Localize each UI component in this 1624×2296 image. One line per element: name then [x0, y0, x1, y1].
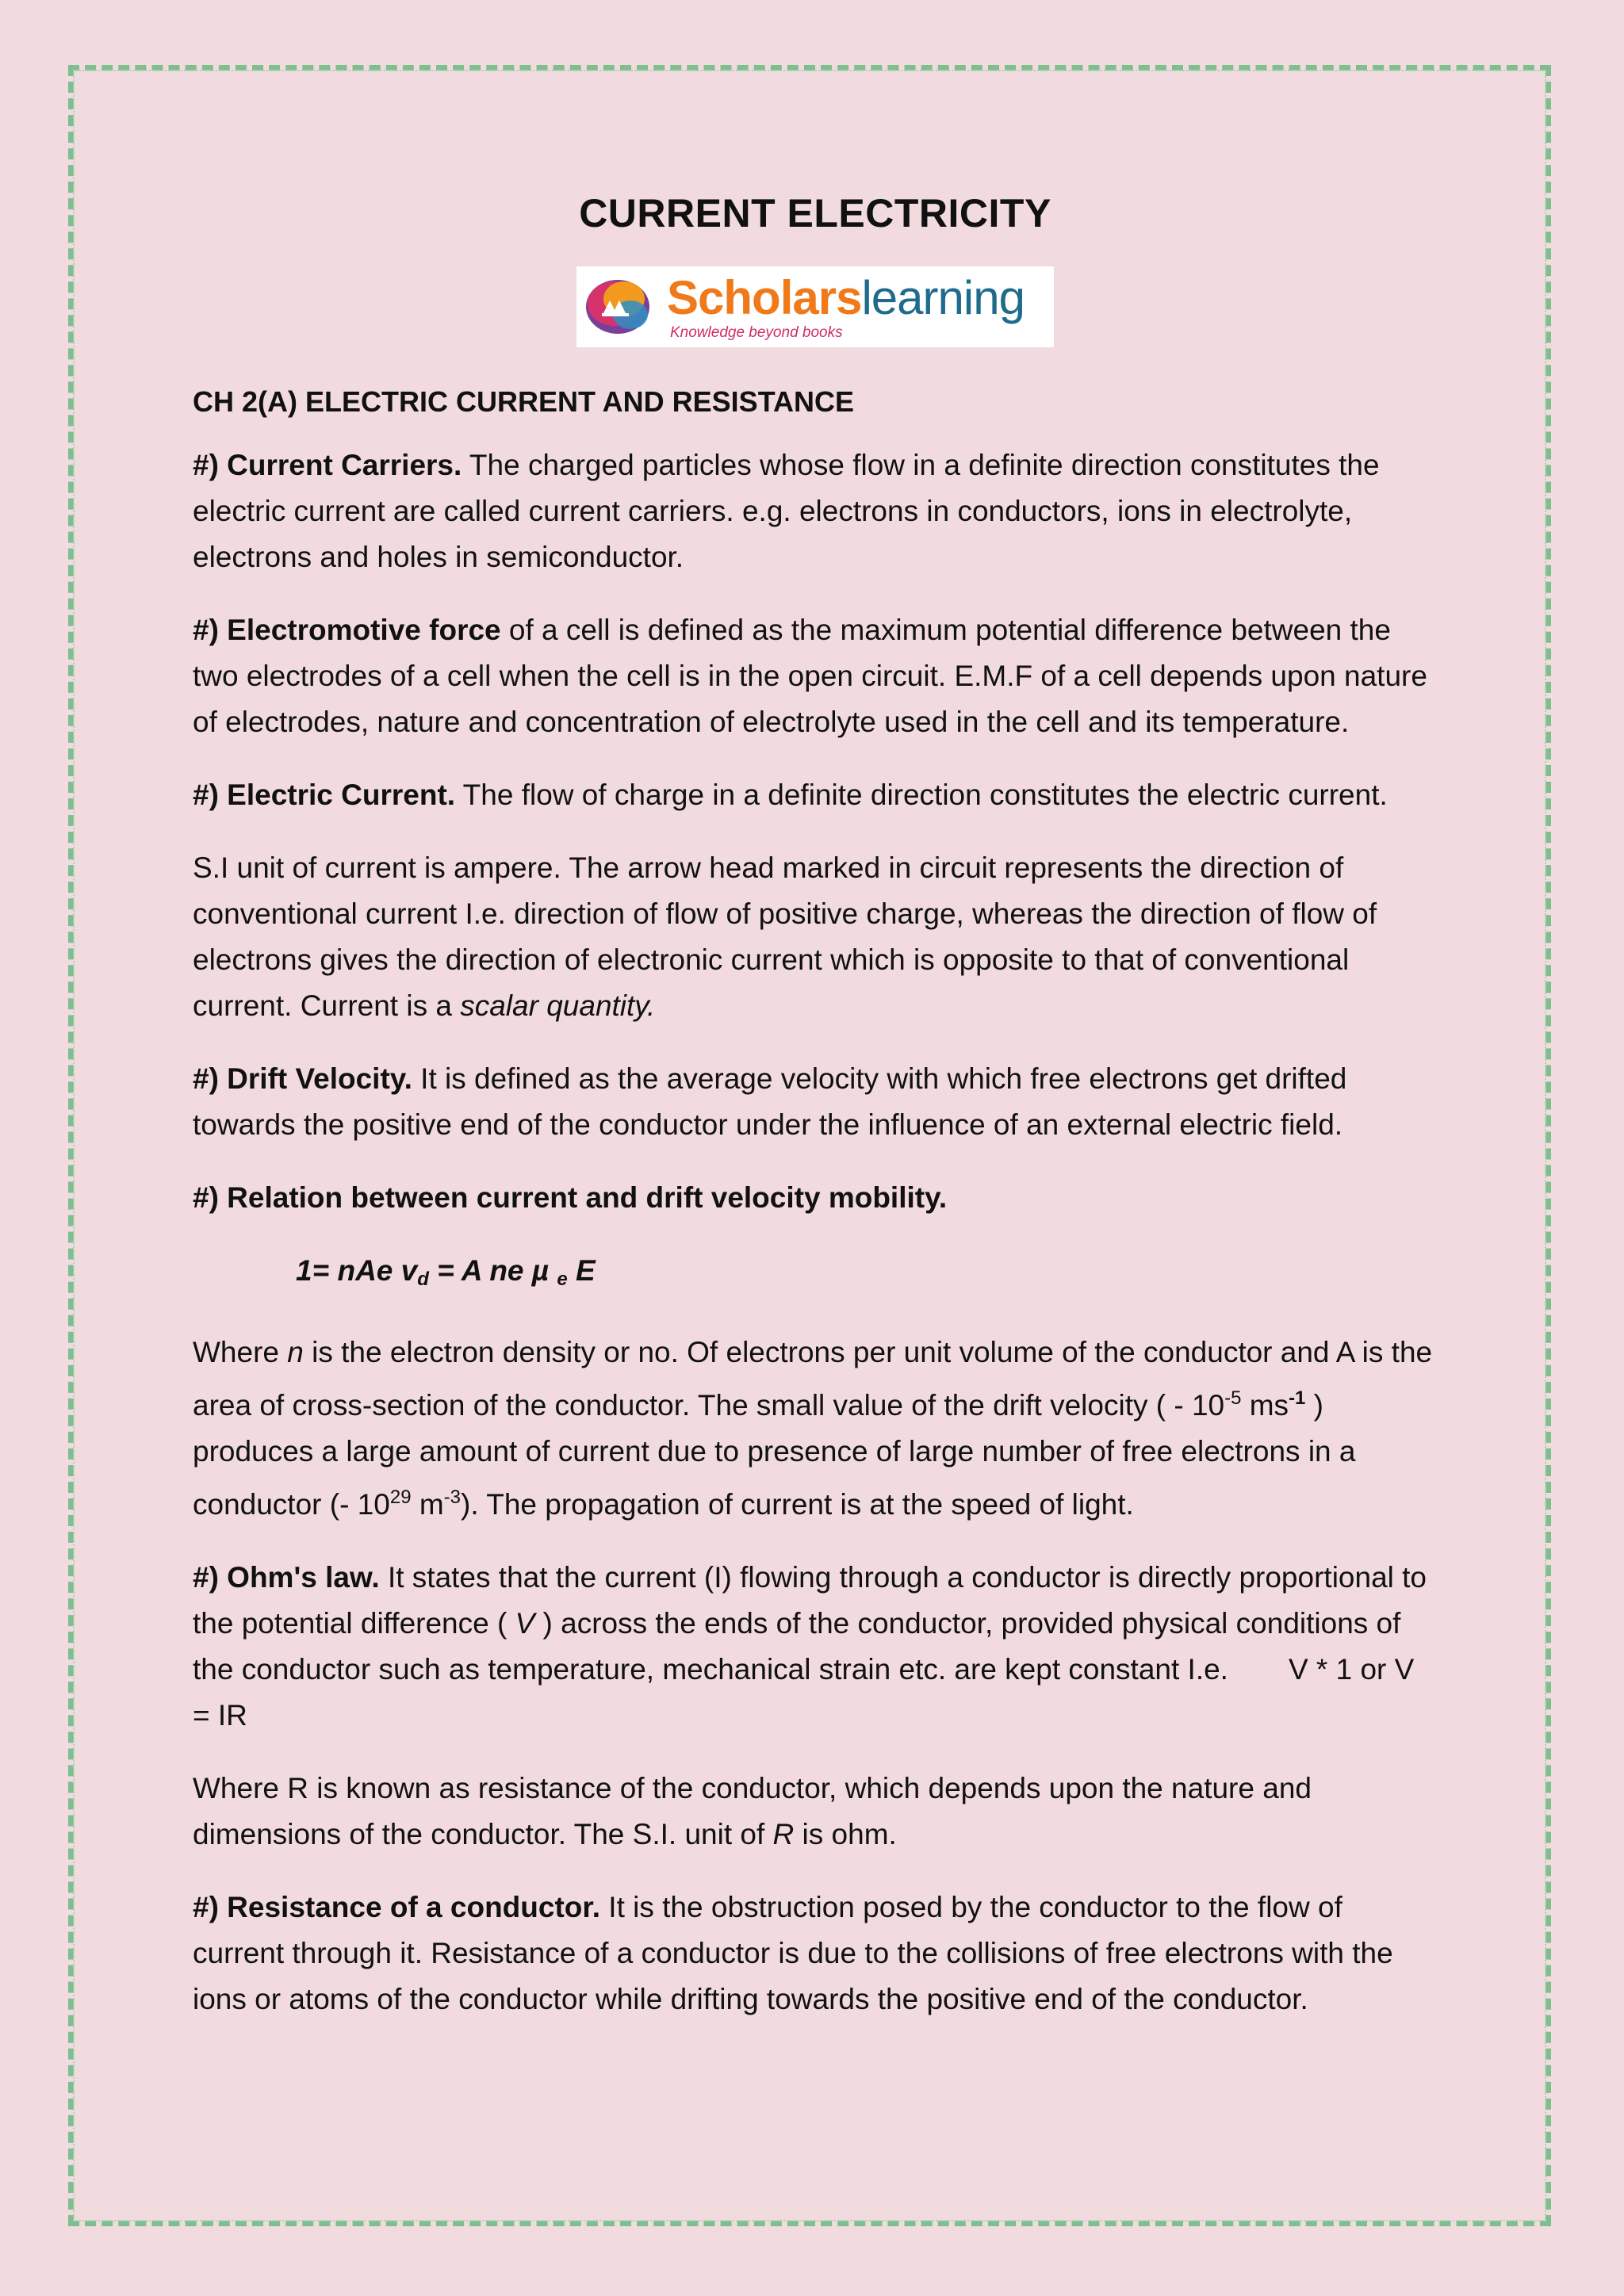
italic-term: scalar quantity. — [460, 989, 656, 1022]
section-heading: #) Electric Current. — [193, 779, 456, 811]
paragraph-text: S.I unit of current is ampere. The arrow head marked in circuit represents the direction of conventional current I.e. direction of flow of positive charge, whereas the direction of flow of electrons gives the direction of electronic current which is opposite to that of conventional current. Current is a — [193, 851, 1377, 1022]
paragraph-where-r: Where R is known as resistance of the conductor, which depends upon the nature and dimensions of the conductor. The S.I. unit of R is ohm. — [193, 1772, 1312, 1850]
paragraph-current-carriers — [193, 442, 1438, 580]
logo-container — [193, 266, 1438, 347]
scholarslearning-logo — [576, 266, 1054, 347]
logo-text — [667, 270, 1025, 341]
logo-emblem-icon — [583, 275, 659, 339]
logo-tagline: Knowledge beyond books — [670, 323, 843, 341]
paragraph-si-unit — [193, 845, 1438, 1029]
paragraph-electric-current — [193, 772, 1438, 818]
document-content — [193, 190, 1438, 2049]
section-heading: #) Current Carriers. — [193, 449, 462, 481]
chapter-heading: CH 2(A) ELECTRIC CURRENT AND RESISTANCE — [193, 385, 855, 418]
paragraph-text: of a cell is defined as the maximum potential difference between the two electrodes of a cell when the cell is in the open circuit. E.M.F of a cell depends upon nature of electrodes, nature and concentration of electrolyte used in the cell and its temperature. — [193, 614, 1427, 738]
paragraph-text: The flow of charge in a definite direction constitutes the electric current. — [455, 779, 1388, 811]
section-heading: #) Electromotive force — [193, 614, 501, 646]
ohms-law-relation: V * 1 or V = IR — [193, 1653, 1415, 1732]
logo-wordmark: Scholarslearning — [667, 270, 1025, 324]
paragraph-drift-velocity — [193, 1056, 1438, 1148]
section-heading: #) Ohm's law. — [193, 1561, 380, 1594]
formula-current-drift: 1= nAe $v_d = A$ ne µ $_e$ E — [296, 1254, 596, 1290]
section-heading: #) Drift Velocity. — [193, 1062, 412, 1095]
paragraph-text: It is defined as the average velocity with which free electrons get drifted towards the positive end of the conductor under the influence of an external electric field. — [193, 1062, 1347, 1141]
paragraph-text: It is the obstruction posed by the conductor to the flow of current through it. Resistance of a conductor is due to the collisions of free electrons with the ions or atoms of the conductor while drifting towards the positive end of the conductor. — [193, 1891, 1393, 2015]
paragraph-ohms-law: #) Ohm's law. It states that the current (I) flowing through a conductor is directly proportional to the potential difference ( V ) across the ends of the conductor, provided physical conditions of the conductor such as temperature, mechanical strain etc. are kept constant I.e. V * 1 or V = IR — [193, 1561, 1427, 1732]
paragraph-relation-heading: #) Relation between current and drift velocity mobility. — [193, 1181, 948, 1214]
page-title: CURRENT ELECTRICITY — [579, 191, 1051, 235]
paragraph-where-n: Where n is the electron density or no. Of electrons per unit volume of the conductor and A is the area of cross-section of the conductor. The small value of the drift velocity ( - $10^{-5}$ $ms^{-1}$ ) produces a large amount of current due to presence of large number of free electrons in a conductor (- $10^{29}$ $m^{-3}$). The propagation of current is at the speed of light. — [193, 1336, 1433, 1521]
paragraph-text: The charged particles whose flow in a definite direction constitutes the electric current are called current carriers. e.g. electrons in conductors, ions in electrolyte, electrons and holes in semiconductor. — [193, 449, 1380, 573]
section-heading: #) Resistance of a conductor. — [193, 1891, 601, 1923]
paragraph-resistance — [193, 1885, 1438, 2022]
paragraph-emf — [193, 607, 1438, 745]
